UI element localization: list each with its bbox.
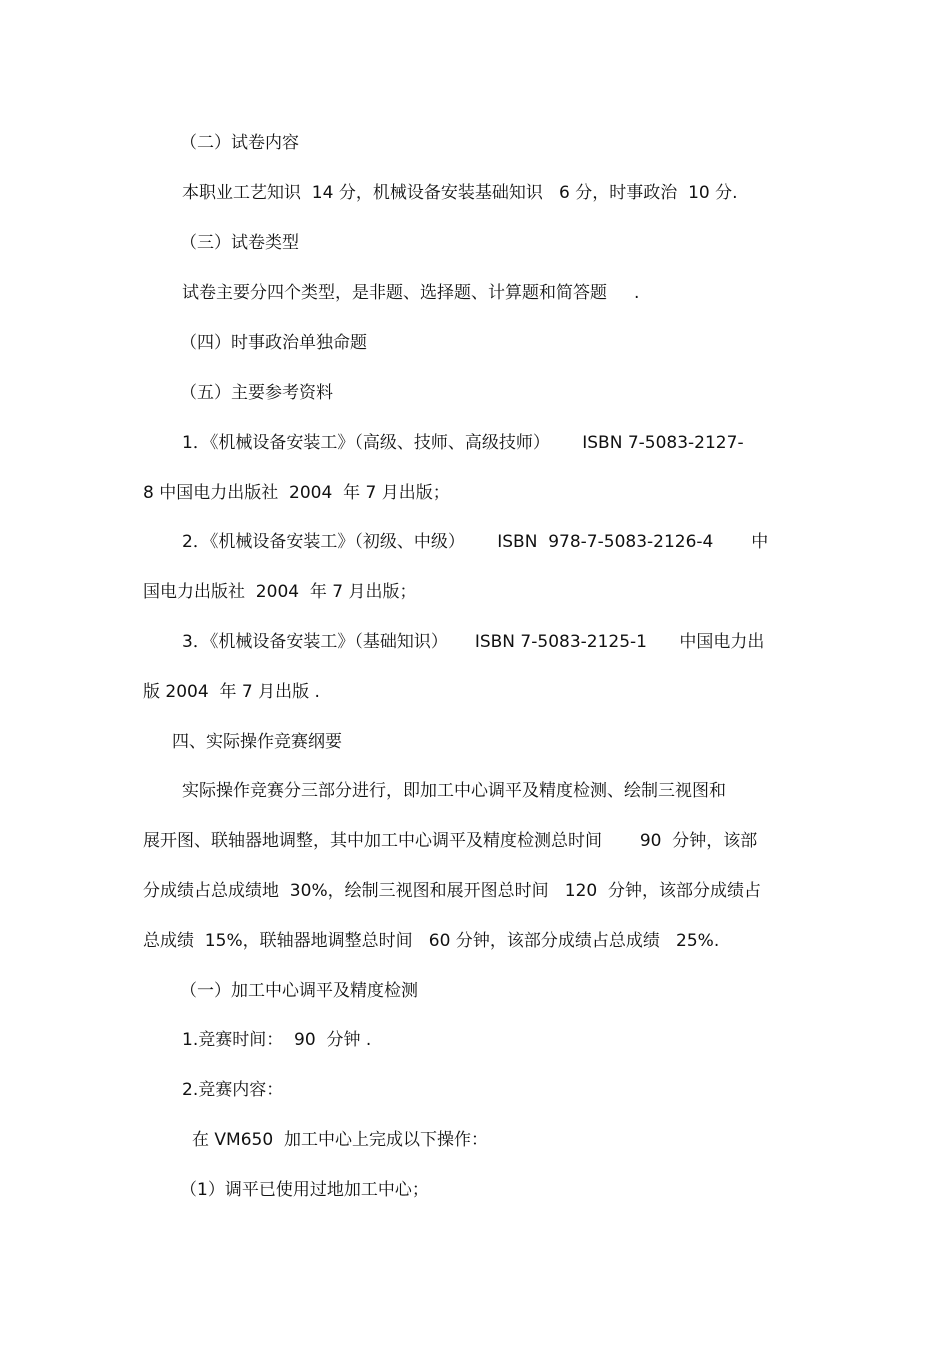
paragraph-practical-line-1: 实际操作竞赛分三部分进行，即加工中心调平及精度检测、绘制三视图和 — [182, 781, 726, 801]
paragraph-practical-line-3: 分成绩占总成绩地 30%，绘制三视图和展开图总时间 120 分钟，该部分成绩占 — [143, 881, 762, 901]
chapter-heading-practical: 四、实际操作竞赛纲要 — [172, 732, 342, 752]
paragraph-practical-line-2: 展开图、联轴器地调整，其中加工中心调平及精度检测总时间 90 分钟，该部 — [143, 831, 758, 851]
competition-time: 1.竞赛时间： 90 分钟 . — [182, 1030, 372, 1050]
section-heading-current-affairs: （四）时事政治单独命题 — [180, 333, 367, 353]
competition-step-1: （1）调平已使用过地加工中心； — [180, 1180, 429, 1200]
section-heading-references: （五）主要参考资料 — [180, 383, 333, 403]
competition-content: 2.竞赛内容： — [182, 1080, 284, 1100]
section-heading-exam-content: （二）试卷内容 — [180, 133, 299, 153]
reference-item-2-continued: 国电力出版社 2004 年 7 月出版； — [143, 582, 417, 602]
reference-item-3-continued: 版 2004 年 7 月出版 . — [143, 682, 320, 702]
reference-item-3: 3．《机械设备安装工》（基础知识） ISBN 7-5083-2125-1 中国电力出 — [182, 632, 765, 652]
paragraph-exam-type: 试卷主要分四个类型，是非题、选择题、计算题和简答题 . — [182, 283, 640, 303]
competition-content-intro: 在 VM650 加工中心上完成以下操作： — [192, 1130, 488, 1150]
paragraph-practical-line-4: 总成绩 15%，联轴器地调整总时间 60 分钟，该部分成绩占总成绩 25%. — [143, 931, 720, 951]
reference-item-1: 1．《机械设备安装工》（高级、技师、高级技师） ISBN 7-5083-2127- — [182, 433, 744, 453]
paragraph-exam-content: 本职业工艺知识 14 分，机械设备安装基础知识 6 分，时事政治 10 分. — [182, 183, 738, 203]
reference-item-1-continued: 8 中国电力出版社 2004 年 7 月出版； — [143, 483, 450, 503]
section-heading-machining-center: （一）加工中心调平及精度检测 — [180, 981, 418, 1001]
section-heading-exam-type: （三）试卷类型 — [180, 233, 299, 253]
reference-item-2: 2．《机械设备安装工》（初级、中级） ISBN 978-7-5083-2126-4 中 — [182, 532, 769, 552]
